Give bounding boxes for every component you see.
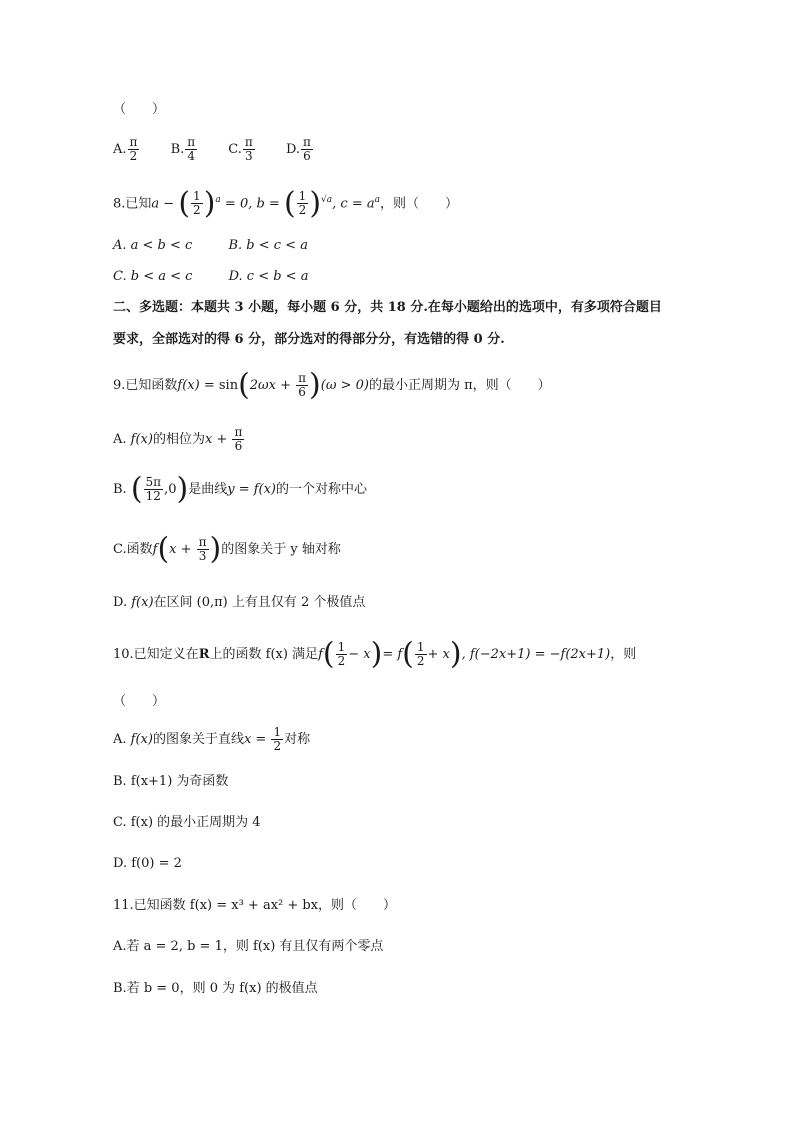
q10-option-c: C. f(x) 的最小正周期为 4 — [113, 815, 261, 830]
section2-line2: 要求，全部选对的得 6 分，部分选对的得部分分，有选错的得 0 分. — [113, 332, 505, 347]
q10-stem: 10.已知定义在R上的函数 f(x) 满足f( $\frac{1}{2}$ − x)= f( $\frac{1}{2}$ + x), f(−2x+1) = −f(2x+1)，则 — [113, 636, 637, 672]
q11-option-a: A.若 a = 2, b = 1，则 f(x) 有且仅有两个零点 — [113, 939, 384, 954]
q11-stem: 11.已知函数 f(x) = x³ + ax² + bx，则（ ） — [113, 898, 397, 913]
q7-option-a: A. $\frac{\pi}{2}$ — [113, 135, 138, 163]
q9-stem: 9.已知函数f(x) = sin(2ωx + $\frac{\pi}{6}$ )(ω > 0)的最小正周期为 π，则（ ） — [113, 367, 551, 403]
q7-option-c: C. $\frac{\pi}{3}$ — [228, 135, 253, 163]
q8-option-b: B. b < c < a — [228, 238, 308, 253]
q10-option-d: D. f(0) = 2 — [113, 856, 182, 871]
q7-paren: （ ） — [113, 102, 166, 117]
q9-option-c: C.函数f(x + $\frac{\pi}{3}$ )的图象关于 y 轴对称 — [113, 531, 341, 567]
q10-paren: （ ） — [113, 694, 166, 709]
q8-option-a: A. a < b < c — [113, 238, 193, 253]
q10-option-b: B. f(x+1) 为奇函数 — [113, 774, 229, 789]
q9-option-b: B. ( $\frac{5\pi}{12}$ ,0)是曲线y = f(x)的一个对称中心 — [113, 471, 368, 507]
q8-stem: 8.已知a − ( $\frac{1}{2}$ )$^a$ = 0, b = ( $\frac{1}{2}$ )$^{√a}$, $c = a^a$，则（ ） — [113, 185, 458, 221]
section2-line1: 二、多选题：本题共 3 小题，每小题 6 分，共 18 分.在每小题给出的选项中，有多项符合题目 — [113, 300, 662, 315]
q8-option-d: D. c < b < a — [228, 269, 309, 284]
q9-option-a: A. f(x)的相位为x + $\frac{\pi}{6}$ — [113, 425, 243, 453]
q10-option-a: A. f(x)的图象关于直线x = $\frac{1}{2}$ 对称 — [113, 725, 311, 753]
q7-options — [113, 132, 340, 168]
q7-option-b: B. $\frac{\pi}{4}$ — [170, 135, 196, 163]
q8-option-c: C. b < a < c — [113, 269, 193, 284]
q8-options-row2 — [113, 267, 308, 287]
q11-option-b: B.若 b = 0，则 0 为 f(x) 的极值点 — [113, 981, 318, 996]
q9-option-d: D. f(x)在区间 (0,π) 上有且仅有 2 个极值点 — [113, 595, 366, 610]
q8-options-row1 — [113, 236, 308, 256]
q7-option-d: D. $\frac{\pi}{6}$ — [285, 135, 311, 163]
